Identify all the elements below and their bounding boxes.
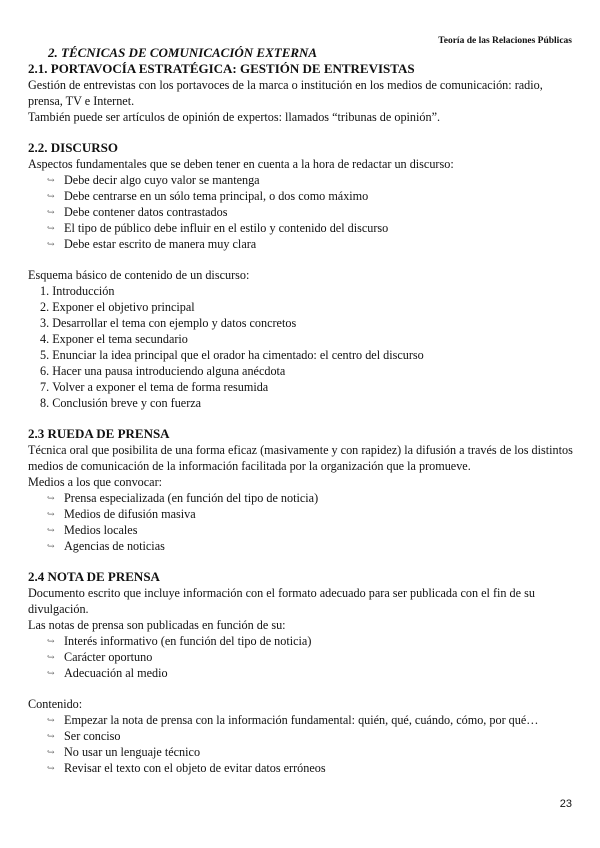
page-content xyxy=(28,45,573,776)
list-item-text: Adecuación al medio xyxy=(64,666,168,680)
numbered-item xyxy=(40,315,573,331)
bullet-list xyxy=(28,490,573,554)
section-heading-2-3: 2.3 RUEDA DE PRENSA xyxy=(28,426,170,441)
numbered-item xyxy=(40,379,573,395)
bullet-list xyxy=(28,712,573,776)
item-number: 8. xyxy=(40,396,50,410)
hooked-arrow-icon: ↪ xyxy=(47,652,55,662)
list-item xyxy=(47,172,573,188)
list-item xyxy=(47,506,573,522)
numbered-item xyxy=(40,395,573,411)
hooked-arrow-icon: ↪ xyxy=(47,223,55,233)
list-item-text: Empezar la nota de prensa con la información fundamental: quién, qué, cuándo, cómo, por qué… xyxy=(64,713,539,727)
hooked-arrow-icon: ↪ xyxy=(47,493,55,503)
paragraph: Medios a los que convocar: xyxy=(28,475,163,489)
hooked-arrow-icon: ↪ xyxy=(47,731,55,741)
list-item xyxy=(47,220,573,236)
item-text: Exponer el objetivo principal xyxy=(52,300,195,314)
list-item xyxy=(47,728,573,744)
hooked-arrow-icon: ↪ xyxy=(47,207,55,217)
paragraph: También puede ser artículos de opinión de expertos: llamados “tribunas de opinión”. xyxy=(28,110,441,124)
list-item-text: Revisar el texto con el objeto de evitar datos erróneos xyxy=(64,761,326,775)
item-number: 4. xyxy=(40,332,50,346)
hooked-arrow-icon: ↪ xyxy=(47,525,55,535)
item-number: 7. xyxy=(40,380,50,394)
numbered-item xyxy=(40,363,573,379)
running-header: Teoría de las Relaciones Públicas xyxy=(438,36,572,46)
item-text: Introducción xyxy=(52,284,115,298)
section-heading-2-2: 2.2. DISCURSO xyxy=(28,140,118,155)
item-number: 5. xyxy=(40,348,50,362)
hooked-arrow-icon: ↪ xyxy=(47,747,55,757)
list-item xyxy=(47,649,573,665)
paragraph: Técnica oral que posibilita de una forma eficaz (masivamente y con rapidez) la difusión a través de los distintos medios de comunicación de la información facilitada por la organización que la promueve. xyxy=(28,443,573,473)
list-item xyxy=(47,522,573,538)
list-item-text: Ser conciso xyxy=(64,729,121,743)
section-heading-2-4: 2.4 NOTA DE PRENSA xyxy=(28,569,160,584)
list-item-text: Carácter oportuno xyxy=(64,650,153,664)
list-item xyxy=(47,760,573,776)
paragraph: Aspectos fundamentales que se deben tener en cuenta a la hora de redactar un discurso: xyxy=(28,157,454,171)
section-heading-2-1: 2.1. PORTAVOCÍA ESTRATÉGICA: GESTIÓN DE ENTREVISTAS xyxy=(28,61,415,76)
hooked-arrow-icon: ↪ xyxy=(47,239,55,249)
list-item-text: Prensa especializada (en función del tipo de noticia) xyxy=(64,491,319,505)
numbered-item xyxy=(40,331,573,347)
paragraph: Esquema básico de contenido de un discurso: xyxy=(28,268,250,282)
paragraph: Las notas de prensa son publicadas en función de su: xyxy=(28,618,286,632)
numbered-list xyxy=(28,283,573,411)
hooked-arrow-icon: ↪ xyxy=(47,509,55,519)
list-item xyxy=(47,188,573,204)
list-item xyxy=(47,204,573,220)
bullet-list xyxy=(28,172,573,252)
list-item-text: Medios locales xyxy=(64,523,138,537)
list-item-text: Debe centrarse en un sólo tema principal, o dos como máximo xyxy=(64,189,369,203)
hooked-arrow-icon: ↪ xyxy=(47,668,55,678)
hooked-arrow-icon: ↪ xyxy=(47,175,55,185)
hooked-arrow-icon: ↪ xyxy=(47,763,55,773)
paragraph: Contenido: xyxy=(28,697,83,711)
item-text: Hacer una pausa introduciendo alguna anécdota xyxy=(52,364,286,378)
item-number: 6. xyxy=(40,364,50,378)
hooked-arrow-icon: ↪ xyxy=(47,541,55,551)
list-item-text: Debe contener datos contrastados xyxy=(64,205,228,219)
list-item xyxy=(47,665,573,681)
bullet-list xyxy=(28,633,573,681)
list-item-text: No usar un lenguaje técnico xyxy=(64,745,201,759)
hooked-arrow-icon: ↪ xyxy=(47,191,55,201)
list-item xyxy=(47,538,573,554)
numbered-item xyxy=(40,299,573,315)
list-item-text: Debe estar escrito de manera muy clara xyxy=(64,237,257,251)
item-number: 2. xyxy=(40,300,50,314)
list-item-text: El tipo de público debe influir en el estilo y contenido del discurso xyxy=(64,221,389,235)
hooked-arrow-icon: ↪ xyxy=(47,715,55,725)
item-text: Enunciar la idea principal que el orador ha cimentado: el centro del discurso xyxy=(52,348,424,362)
main-title: 2. TÉCNICAS DE COMUNICACIÓN EXTERNA xyxy=(48,45,318,60)
item-number: 3. xyxy=(40,316,50,330)
list-item-text: Medios de difusión masiva xyxy=(64,507,196,521)
item-text: Desarrollar el tema con ejemplo y datos concretos xyxy=(52,316,297,330)
page-number: 23 xyxy=(559,798,572,810)
item-text: Conclusión breve y con fuerza xyxy=(52,396,202,410)
list-item xyxy=(47,712,573,728)
list-item xyxy=(47,490,573,506)
item-text: Exponer el tema secundario xyxy=(52,332,188,346)
hooked-arrow-icon: ↪ xyxy=(47,636,55,646)
paragraph: Gestión de entrevistas con los portavoces de la marca o institución en los medios de comunicación: radio, prensa, TV e Internet. xyxy=(28,78,543,108)
numbered-item xyxy=(40,283,573,299)
list-item-text: Debe decir algo cuyo valor se mantenga xyxy=(64,173,260,187)
list-item-text: Interés informativo (en función del tipo de noticia) xyxy=(64,634,312,648)
paragraph: Documento escrito que incluye información con el formato adecuado para ser publicada con el fin de su divulgación. xyxy=(28,586,535,616)
item-text: Volver a exponer el tema de forma resumida xyxy=(52,380,269,394)
list-item-text: Agencias de noticias xyxy=(64,539,165,553)
item-number: 1. xyxy=(40,284,50,298)
list-item xyxy=(47,633,573,649)
list-item xyxy=(47,744,573,760)
numbered-item xyxy=(40,347,573,363)
list-item xyxy=(47,236,573,252)
